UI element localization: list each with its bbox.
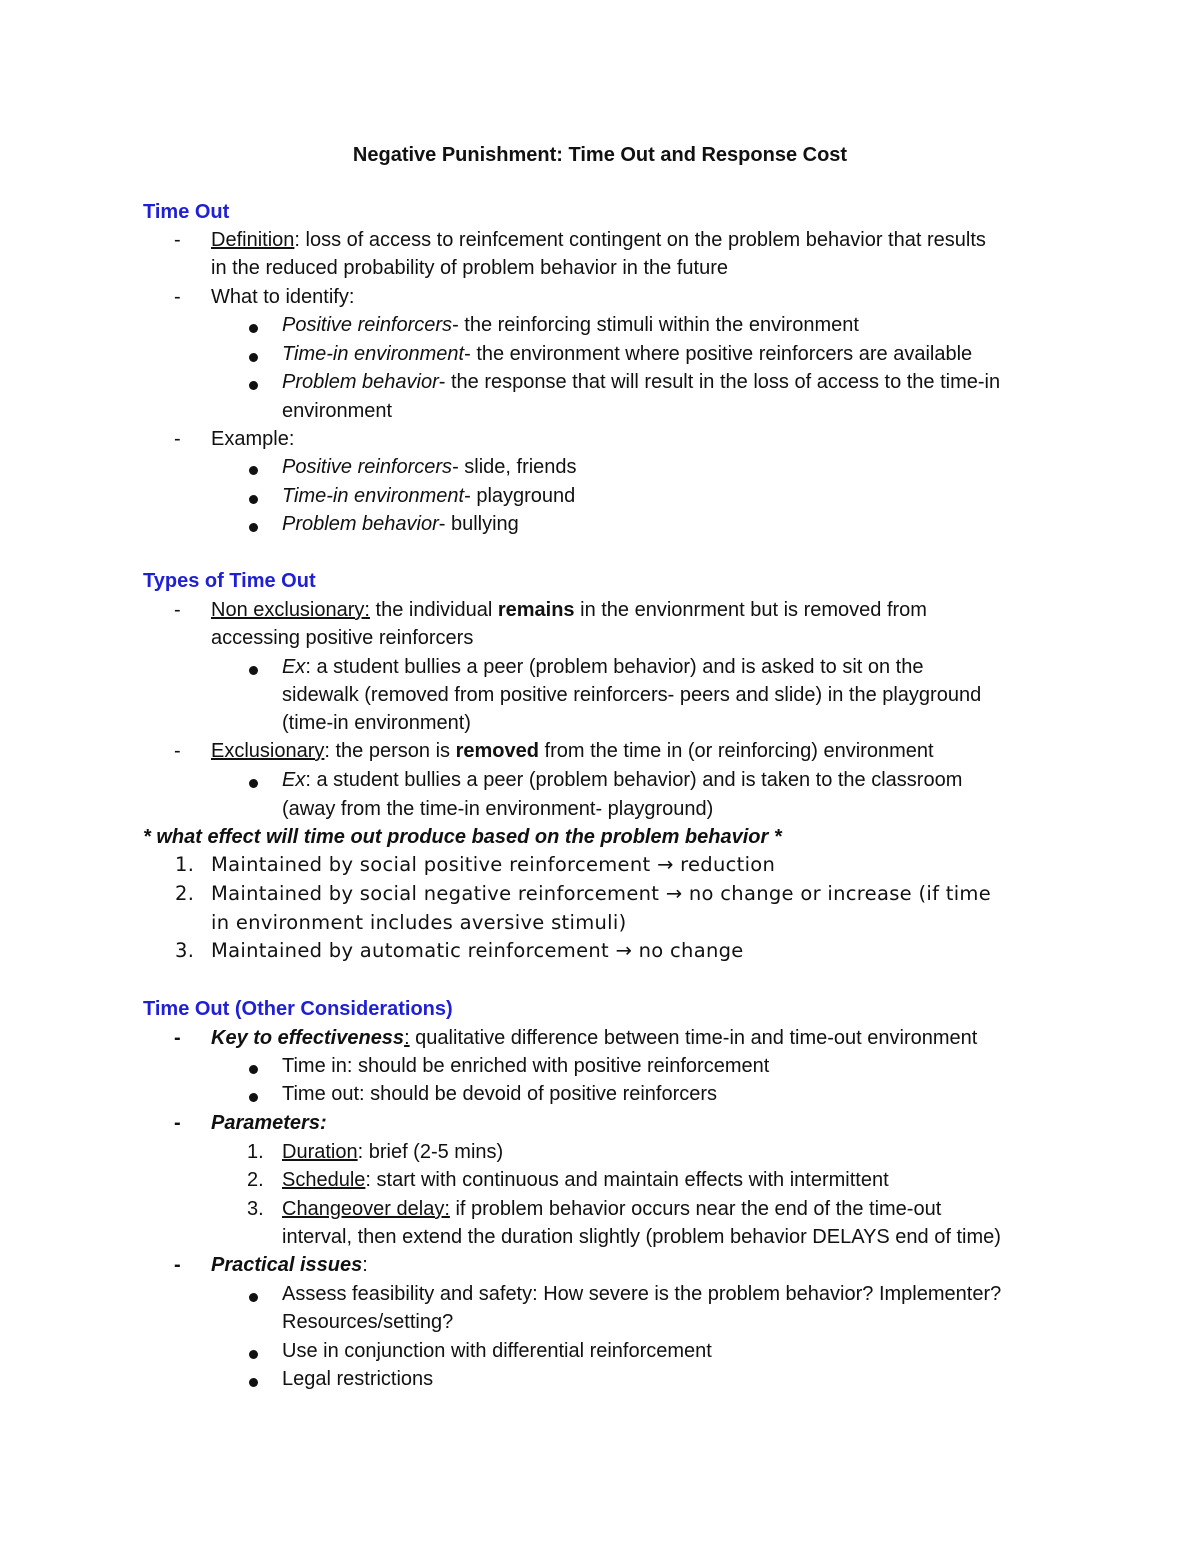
- effect-text: Maintained by automatic reinforcement → no change: [211, 939, 744, 962]
- param-text: if problem behavior occurs near the end of the time-out: [449, 1198, 942, 1220]
- definition-text: : loss of access to reinfcement contingent on the problem behavior that results: [294, 229, 986, 251]
- identify-term: Problem behavior: [282, 371, 439, 393]
- definition-label: Definition: [211, 229, 295, 251]
- dash-marker: -: [174, 229, 181, 251]
- bullet-marker: [249, 1093, 258, 1102]
- page-title: Negative Punishment: Time Out and Response Cost: [352, 144, 848, 166]
- practical-text-cont: Resources/setting?: [282, 1311, 454, 1333]
- non-exclusionary-label: Non exclusionary:: [211, 599, 370, 621]
- ex-text: : a student bullies a peer (problem behavior) and is asked to sit on the: [305, 656, 924, 678]
- bullet-marker: [249, 353, 258, 362]
- number-marker: 3.: [175, 939, 195, 962]
- key-item-text: Time in: should be enriched with positive reinforcement: [282, 1055, 770, 1077]
- key-label: Key to effectiveness: [211, 1027, 405, 1049]
- non-exclusionary-cont: accessing positive reinforcers: [211, 627, 474, 649]
- parameters-label: Parameters:: [211, 1112, 327, 1134]
- bullet-marker: [249, 381, 258, 390]
- ex-label: Ex: [282, 656, 306, 678]
- heading-types-of-time-out: Types of Time Out: [143, 570, 316, 592]
- identify-text-cont: environment: [282, 400, 393, 422]
- example-term: Time-in environment: [282, 485, 465, 507]
- bullet-marker: [249, 1350, 258, 1359]
- number-marker: 3.: [247, 1198, 264, 1220]
- definition-text-cont: in the reduced probability of problem behavior in the future: [211, 257, 728, 279]
- dash-marker: -: [174, 428, 181, 450]
- bullet-marker: [249, 1293, 258, 1302]
- practical-text: Assess feasibility and safety: How severe is the problem behavior? Implementer?: [282, 1283, 1002, 1305]
- effect-note-text: * what effect will time out produce based on the problem behavior *: [143, 826, 782, 848]
- remains-bold: remains: [497, 599, 575, 621]
- effect-text: Maintained by social negative reinforcement → no change or increase (if time: [211, 882, 992, 905]
- bullet-marker: [249, 1378, 258, 1387]
- dash-marker: -: [174, 1112, 181, 1134]
- exclusionary-text: : the person is: [324, 740, 456, 762]
- example-term: Positive reinforcers: [282, 456, 453, 478]
- number-marker: 2.: [247, 1169, 264, 1191]
- example-label: Example:: [211, 428, 295, 450]
- bullet-marker: [249, 466, 258, 475]
- ex-text-cont: (away from the time-in environment- playground): [282, 798, 714, 820]
- number-marker: 2.: [175, 882, 195, 905]
- ex-text: : a student bullies a peer (problem behavior) and is taken to the classroom: [305, 769, 963, 791]
- practical-label: Practical issues: [211, 1254, 363, 1276]
- bullet-marker: [249, 324, 258, 333]
- identify-text: - the reinforcing stimuli within the environment: [452, 314, 859, 336]
- param-label: Schedule: [282, 1169, 366, 1191]
- bullet-marker: [249, 523, 258, 532]
- key-colon: :: [404, 1027, 410, 1049]
- dash-marker: -: [174, 1254, 181, 1276]
- heading-time-out: Time Out: [143, 201, 230, 223]
- what-to-identify-label: What to identify:: [211, 286, 355, 308]
- example-term: Problem behavior: [282, 513, 439, 535]
- example-text: - playground: [464, 485, 576, 507]
- key-text: qualitative difference between time-in and time-out environment: [409, 1027, 978, 1049]
- ex-text-cont: (time-in environment): [282, 712, 471, 734]
- example-text: - slide, friends: [452, 456, 577, 478]
- ex-text-cont: sidewalk (removed from positive reinforcers- peers and slide) in the playground: [282, 684, 982, 706]
- identify-term: Positive reinforcers: [282, 314, 453, 336]
- exclusionary-label: Exclusionary: [211, 740, 325, 762]
- non-exclusionary-text: the individual: [369, 599, 498, 621]
- practical-text: Legal restrictions: [282, 1368, 434, 1390]
- exclusionary-text-b: from the time in (or reinforcing) environment: [538, 740, 934, 762]
- non-exclusionary-text-b: in the envionrment but is removed from: [574, 599, 927, 621]
- number-marker: 1.: [247, 1141, 264, 1163]
- identify-term: Time-in environment: [282, 343, 465, 365]
- bullet-marker: [249, 495, 258, 504]
- dash-marker: -: [174, 740, 181, 762]
- practical-text: Use in conjunction with differential reinforcement: [282, 1340, 712, 1362]
- effect-text-cont: in environment includes aversive stimuli): [211, 911, 627, 934]
- ex-label: Ex: [282, 769, 306, 791]
- practical-colon: :: [362, 1254, 368, 1276]
- bullet-marker: [249, 666, 258, 675]
- param-text: : brief (2-5 mins): [357, 1141, 504, 1163]
- number-marker: 1.: [175, 853, 195, 876]
- bullet-marker: [249, 779, 258, 788]
- effect-text: Maintained by social positive reinforcement → reduction: [211, 853, 776, 876]
- key-item-text: Time out: should be devoid of positive reinforcers: [282, 1083, 718, 1105]
- param-text: : start with continuous and maintain effects with intermittent: [365, 1169, 889, 1191]
- dash-marker: -: [174, 286, 181, 308]
- param-text-cont: interval, then extend the duration slightly (problem behavior DELAYS end of time): [282, 1226, 1001, 1248]
- dash-marker: -: [174, 1027, 181, 1049]
- identify-text: - the environment where positive reinforcers are available: [464, 343, 973, 365]
- example-text: - bullying: [438, 513, 519, 535]
- removed-bold: removed: [455, 740, 539, 762]
- dash-marker: -: [174, 599, 181, 621]
- bullet-marker: [249, 1065, 258, 1074]
- identify-text: - the response that will result in the loss of access to the time-in: [438, 371, 1001, 393]
- param-label: Duration: [282, 1141, 358, 1163]
- heading-other-considerations: Time Out (Other Considerations): [143, 998, 453, 1020]
- param-label: Changeover delay:: [282, 1198, 450, 1220]
